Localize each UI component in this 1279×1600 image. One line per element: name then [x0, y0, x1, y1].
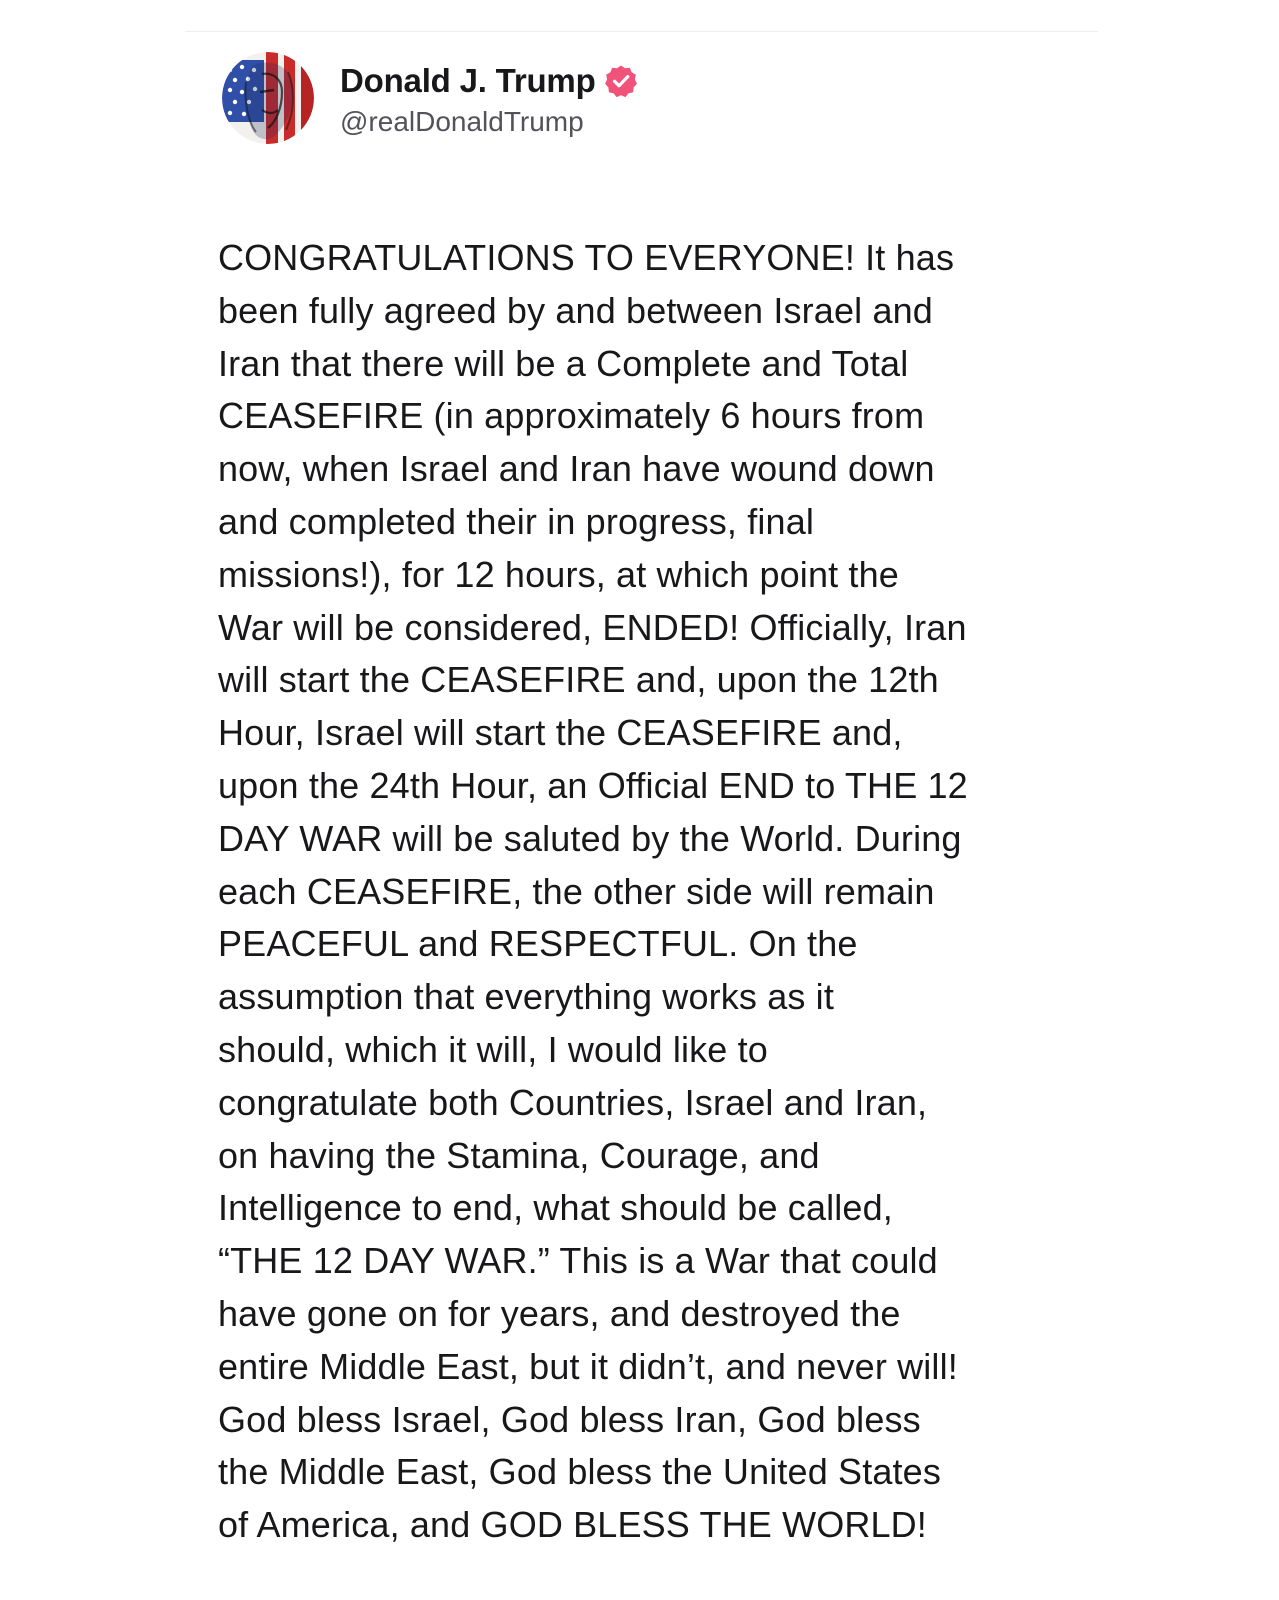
- post-body-line: missions!), for 12 hours, at which point the: [218, 553, 899, 595]
- author-identity: [340, 58, 638, 138]
- author-display-name[interactable]: Donald J. Trump: [340, 62, 596, 99]
- post-body-line: upon the 24th Hour, an Official END to THE 12: [218, 764, 968, 806]
- post-body-line: “THE 12 DAY WAR.” This is a War that could: [218, 1240, 938, 1282]
- name-row: [340, 58, 638, 104]
- post-body-line: CEASEFIRE (in approximately 6 hours from: [218, 395, 925, 437]
- profile-avatar-flag-portrait-icon: [222, 52, 314, 144]
- post-body-line: congratulate both Countries, Israel and Iran,: [218, 1081, 928, 1123]
- post-body-line: Iran that there will be a Complete and Total: [218, 342, 909, 384]
- post-body-line: each CEASEFIRE, the other side will remain: [218, 870, 935, 912]
- author-handle[interactable]: @realDonaldTrump: [340, 106, 584, 137]
- post-body-line: the Middle East, God bless the United States: [218, 1451, 941, 1493]
- post-body-line: now, when Israel and Iran have wound down: [218, 448, 935, 490]
- post-body-line: assumption that everything works as it: [218, 976, 834, 1018]
- verified-badge-icon: [604, 64, 638, 98]
- post-body: [218, 232, 1082, 1552]
- post-body-line: been fully agreed by and between Israel and: [218, 289, 933, 331]
- post-body-line: PEACEFUL and RESPECTFUL. On the: [218, 923, 858, 965]
- post-body-line: of America, and GOD BLESS THE WORLD!: [218, 1504, 927, 1546]
- post-body-line: War will be considered, ENDED! Officially, Iran: [218, 606, 967, 648]
- post-body-line: on having the Stamina, Courage, and: [218, 1134, 820, 1176]
- post-body-line: CONGRATULATIONS TO EVERYONE! It has: [218, 237, 955, 278]
- post-body-line: and completed their in progress, final: [218, 500, 815, 542]
- top-divider: [185, 31, 1098, 32]
- post-body-line: Hour, Israel will start the CEASEFIRE and,: [218, 712, 903, 754]
- avatar[interactable]: [222, 52, 314, 144]
- post-body-line: God bless Israel, God bless Iran, God bless: [218, 1398, 921, 1440]
- post-body-line: have gone on for years, and destroyed the: [218, 1292, 901, 1334]
- post-body-line: will start the CEASEFIRE and, upon the 12th: [218, 659, 939, 701]
- post-body-line: Intelligence to end, what should be called,: [218, 1187, 893, 1229]
- post-body-line: entire Middle East, but it didn’t, and never will!: [218, 1345, 958, 1387]
- post-body-line: DAY WAR will be saluted by the World. During: [218, 817, 962, 859]
- post-card: [218, 50, 1082, 1552]
- post-header: [222, 50, 1082, 146]
- post-body-line: should, which it will, I would like to: [218, 1028, 768, 1070]
